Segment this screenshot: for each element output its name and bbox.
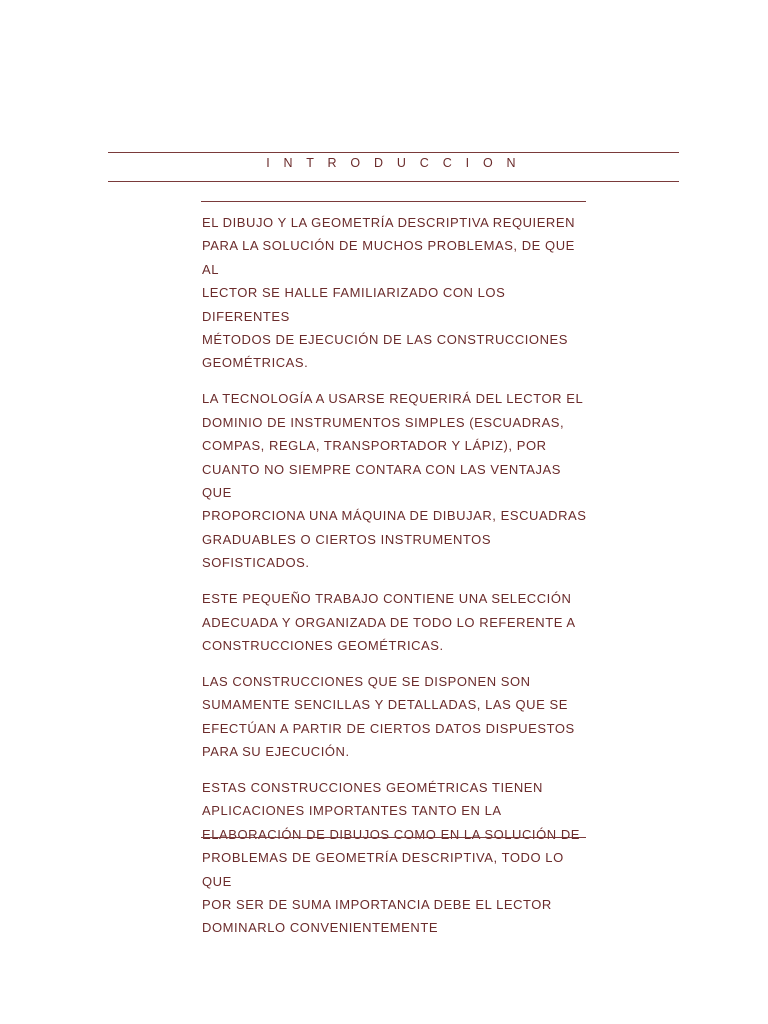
paragraph: LAS CONSTRUCCIONES QUE SE DISPONEN SON SUMAMENTE SENCILLAS Y DETALLADAS, LAS QUE SE EFECTÚAN A PARTIR DE CIERTOS DATOS DISPUESTOS PARA SU EJECUCIÓN.: [202, 673, 575, 760]
paragraph: LA TECNOLOGÍA A USARSE REQUERIRÁ DEL LECTOR EL DOMINIO DE INSTRUMENTOS SIMPLES (ESCUADRAS, COMPAS, REGLA, TRANSPORTADOR Y LÁPIZ), POR CUANTO NO SIEMPRE CONTARA CON LAS VENTAJAS QUE PROPORCIONA UNA MÁQUINA DE DIBUJAR, ESCUADRAS GRADUABLES O CIERTOS INSTRUMENTOS SOFISTICADOS.: [202, 391, 587, 571]
title-top-rule: [108, 152, 679, 153]
paragraph: EL DIBUJO Y LA GEOMETRÍA DESCRIPTIVA REQUIEREN PARA LA SOLUCIÓN DE MUCHOS PROBLEMAS, DE QUE AL LECTOR SE HALLE FAMILIARIZADO CON LOS DIFERENTES MÉTODOS DE EJECUCIÓN DE LAS CONSTRUCCIONES GEOMÉTRICAS.: [202, 215, 576, 371]
body-text: [202, 211, 588, 952]
body-top-rule: [201, 201, 586, 202]
paragraph: ESTAS CONSTRUCCIONES GEOMÉTRICAS TIENEN APLICACIONES IMPORTANTES TANTO EN LA ELABORACIÓN DE DIBUJOS COMO EN LA SOLUCIÓN DE PROBLEMAS DE GEOMETRÍA DESCRIPTIVA, TODO LO QUE POR SER DE SUMA IMPORTANCIA DEBE EL LECTOR DOMINARLO CONVENIENTEMENTE: [202, 779, 580, 936]
body-bottom-rule: [201, 837, 586, 838]
paragraph: ESTE PEQUEÑO TRABAJO CONTIENE UNA SELECCIÓN ADECUADA Y ORGANIZADA DE TODO LO REFERENTE A CONSTRUCCIONES GEOMÉTRICAS.: [202, 591, 576, 653]
page-title: I N T R O D U C C I O N: [266, 156, 521, 170]
title-bottom-rule: [108, 181, 679, 182]
